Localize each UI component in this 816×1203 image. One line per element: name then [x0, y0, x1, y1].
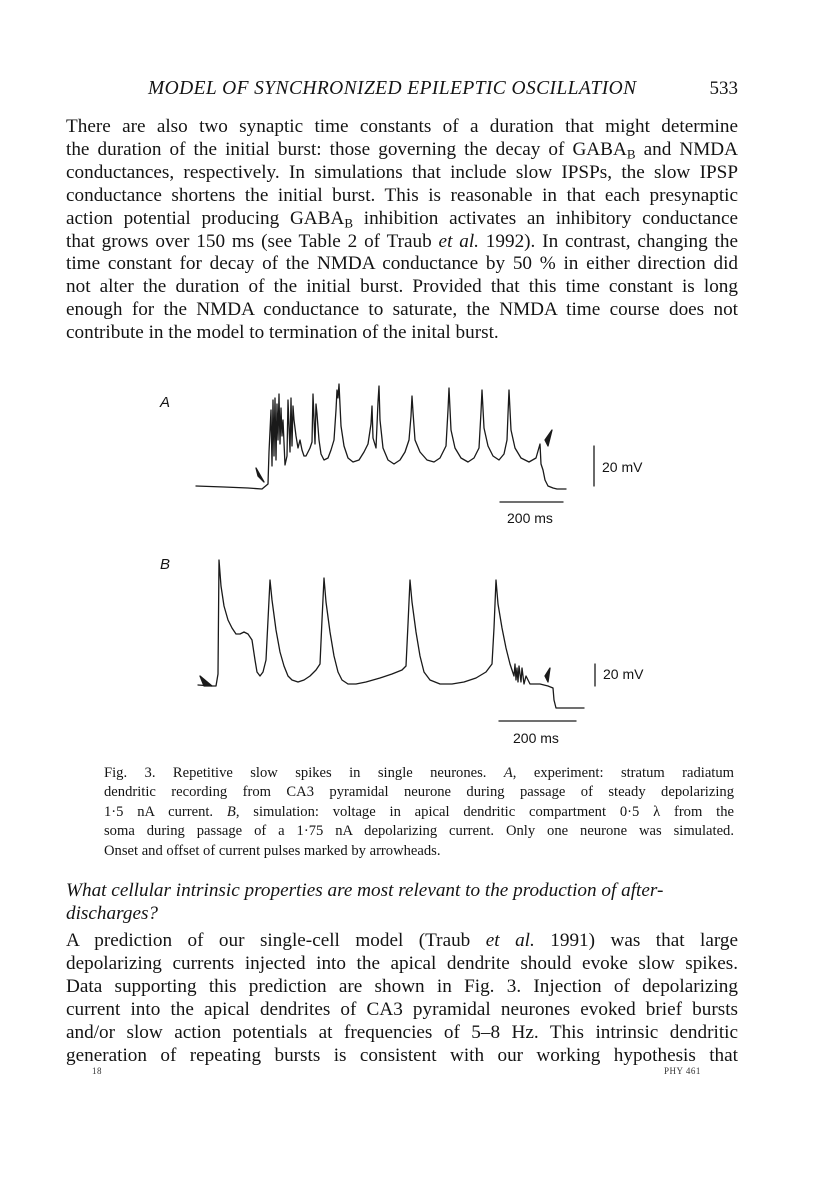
p1-line-8: not alter the duration of the initial burst. Provided that this time constant is long [66, 276, 738, 298]
footer-signature: 18 [92, 1066, 102, 1076]
p2-line-6: generation of repeating bursts is consistent with our working hypothesis that [66, 1044, 738, 1066]
p2-line-1: A prediction of our single-cell model (Traub et al. 1991) was that large [66, 930, 739, 951]
p2-line-5: and/or slow action potentials at frequencies of 5–8 Hz. This intrinsic dendritic [66, 1021, 738, 1043]
p1-line-3: conductances, respectively. In simulations that include slow IPSPs, the slow IPSP [66, 161, 738, 183]
caption-line-2: dendritic recording from CA3 pyramidal neurone during passage of steady depolarizing [104, 784, 734, 801]
trace-b [198, 560, 584, 708]
scale-b-time-label: 200 ms [513, 730, 559, 746]
caption-line-1: Fig. 3. Repetitive slow spikes in single neurones. A, experiment: stratum radiatum [104, 765, 734, 781]
p1-line-9: enough for the NMDA conductance to saturate, the NMDA time course does not [66, 299, 738, 321]
subheading-line-1: What cellular intrinsic properties are most relevant to the production of after- [66, 880, 664, 901]
caption-line-3: 1·5 nA current. B, simulation: voltage in apical dendritic compartment 0·5 λ from the [104, 803, 734, 820]
subheading-line-2: discharges? [66, 902, 159, 924]
p1-line-5: action potential producing $GABA_B$ inhibition activates an inhibitory conductance [66, 207, 739, 230]
section-subheading [66, 880, 738, 926]
caption-line-5: Onset and offset of current pulses marked by arrowheads. [104, 842, 441, 859]
page-number: 533 [709, 78, 738, 99]
p1-line-10: contribute in the model to termination of the inital burst. [66, 322, 499, 344]
p2-line-4: current into the apical dendrites of CA3 pyramidal neurones evoked brief bursts [66, 998, 738, 1020]
figure-caption [104, 764, 734, 861]
p1-line-7: time constant for decay of the NMDA conductance by 50 % in either direction did [66, 253, 738, 275]
scale-b-voltage-label: 20 mV [603, 666, 644, 682]
footer-journal-code: PHY 461 [664, 1066, 701, 1076]
p2-line-2: depolarizing currents injected into the apical dendrite should evoke slow spikes. [66, 952, 738, 974]
p2-line-3: Data supporting this prediction are shown in Fig. 3. Injection of depolarizing [66, 975, 738, 997]
running-title: MODEL OF SYNCHRONIZED EPILEPTIC OSCILLATION [148, 78, 637, 99]
offset-arrow-a [545, 430, 552, 446]
scale-a-time-label: 200 ms [507, 510, 553, 526]
onset-arrow-a [256, 468, 264, 482]
p1-line-6: that grows over 150 ms (see Table 2 of Traub et al. 1992). In contrast, changing the [66, 230, 738, 252]
p1-line-1: There are also two synaptic time constants of a duration that might determine [66, 116, 738, 137]
panel-a-label: A [160, 394, 171, 411]
panel-b-label: B [160, 556, 171, 573]
offset-arrow-b [545, 668, 550, 682]
paragraph-2 [66, 930, 738, 1067]
p1-line-2: the duration of the initial burst: those governing the decay of $GABA_B$ and NMDA [66, 138, 738, 162]
onset-arrow-b [200, 676, 212, 686]
scale-a-voltage-label: 20 mV [602, 459, 643, 475]
trace-a [196, 384, 566, 489]
p1-line-4: conductance shortens the initial burst. This is reasonable in that each presynaptic [66, 184, 738, 206]
caption-line-4: soma during passage of a 1·75 nA depolarizing current. Only one neurone was simulated. [104, 823, 734, 840]
